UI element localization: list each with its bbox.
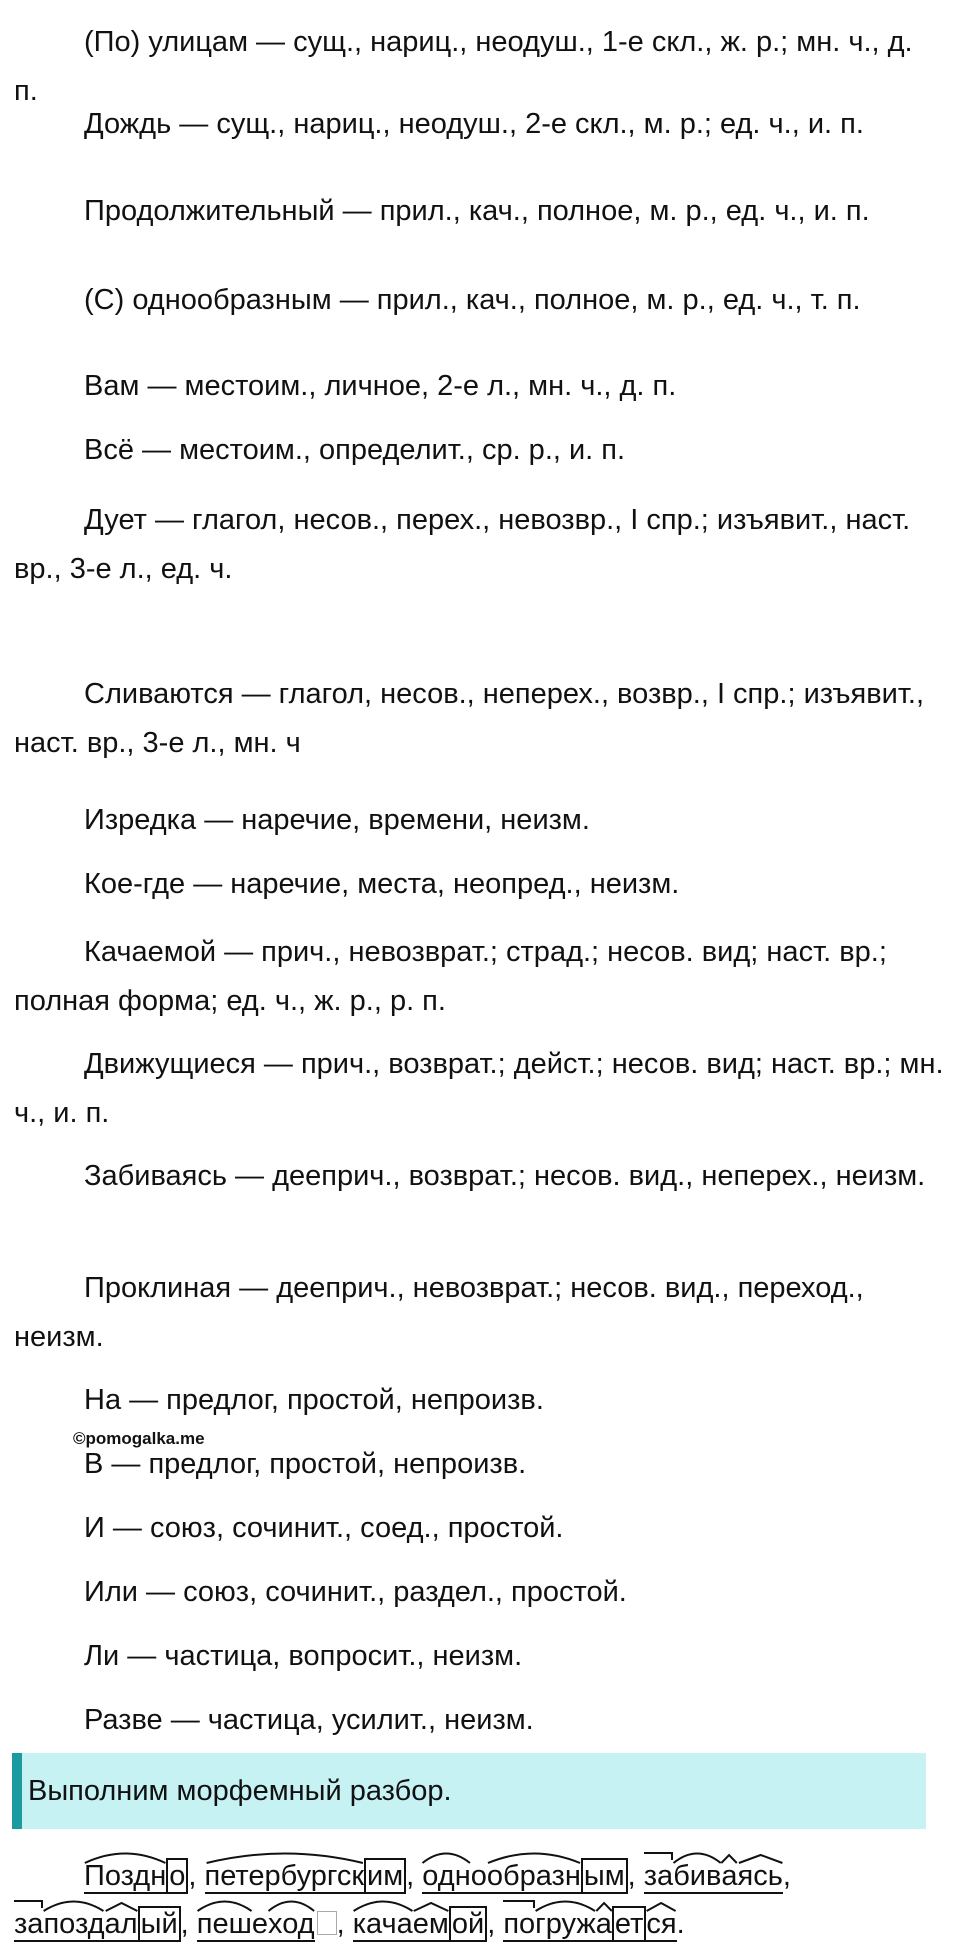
entry-ulicam: (По) улицам — сущ., нариц., неодуш., 1-е скл., ж. р.; мн. ч., д. п.: [14, 26, 913, 107]
postfix-caret-icon: [646, 1902, 676, 1912]
root-arc-icon: [673, 1850, 721, 1864]
root-text: кача: [352, 1908, 413, 1940]
entry-koe-gde: Кое-где — наречие, места, неопред., неизм.: [84, 868, 680, 900]
entry-vam: Вам — местоим., личное, 2-е л., мн. ч., д. п.: [84, 370, 677, 402]
suffix-mark: [413, 1908, 449, 1940]
suffix-mark: [105, 1908, 138, 1940]
postfix-text: ся: [646, 1908, 677, 1940]
root-text: Поздн: [84, 1860, 167, 1892]
word-zabivayas: [644, 1860, 783, 1894]
suffix-text: а: [595, 1908, 612, 1940]
root-arc-icon: [205, 1850, 365, 1864]
root-mark: [487, 1860, 581, 1892]
root-text: груж: [535, 1908, 596, 1940]
root-mark: [535, 1908, 596, 1940]
ending-box: ой: [449, 1906, 487, 1942]
postfix-mark: [646, 1908, 676, 1940]
root-arc-icon: [43, 1898, 104, 1912]
word-peshekhod: [197, 1908, 337, 1940]
entry-na: На — предлог, простой, непроизв.: [84, 1384, 544, 1416]
root-mark: [422, 1860, 470, 1892]
separator: ,: [782, 1860, 791, 1892]
ending-consonant: т: [630, 1908, 644, 1940]
separator: .: [676, 1908, 685, 1940]
separator: ,: [627, 1860, 644, 1892]
root-mark: [268, 1908, 315, 1940]
separator: ,: [487, 1908, 504, 1940]
word-peterburgskim: [205, 1860, 407, 1892]
connecting-vowel: о: [470, 1860, 487, 1892]
entry-dozhd: Дождь — сущ., нариц., неодуш., 2-е скл., м. р.; ед. ч., и. п.: [84, 108, 864, 140]
ending-box: о: [166, 1858, 188, 1894]
suffix-caret-icon: [721, 1854, 737, 1864]
word-kachaemoy: [353, 1908, 487, 1940]
prefix-corner-icon: [644, 1852, 673, 1860]
section-callout: [12, 1753, 926, 1829]
suffix-mark: [596, 1908, 612, 1940]
entry-izredka: Изредка — наречие, времени, неизм.: [84, 804, 590, 836]
entry-ili: Или — союз, сочинит., раздел., простой.: [84, 1576, 627, 1608]
postfix-text: ясь: [737, 1860, 783, 1892]
callout-text: Выполним морфемный разбор.: [28, 1775, 452, 1807]
suffix-caret-icon: [596, 1902, 612, 1912]
separator: ,: [188, 1860, 205, 1892]
word-zapozdaly: [14, 1908, 138, 1942]
root-mark: [205, 1860, 365, 1892]
entry-zabivayas: Забиваясь — дееприч., возврат.; несов. вид., неперех., неизм.: [84, 1160, 926, 1192]
root-mark: [197, 1908, 252, 1940]
morpheme-line-1: [14, 1852, 944, 1901]
word-pogruzhaetsya: [503, 1908, 676, 1940]
root-text: ход: [268, 1908, 315, 1940]
entry-razve: Разве — частица, усилит., неизм.: [84, 1704, 534, 1736]
entry-vsyo: Всё — местоим., определит., ср. р., и. п.: [84, 434, 626, 466]
root-arc-icon: [84, 1850, 166, 1864]
root-arc-icon: [197, 1898, 252, 1912]
ending-box: им: [364, 1858, 406, 1894]
prefix-mark: [503, 1908, 535, 1940]
entry-prodolzhitelny: Продолжительный — прил., кач., полное, м. р., ед. ч., и. п.: [84, 195, 870, 227]
suffix-mark: [721, 1860, 737, 1892]
prefix-corner-icon: [503, 1900, 535, 1908]
entry-proklinaya: Проклиная — дееприч., невозврат.; несов. вид., переход., неизм.: [14, 1272, 864, 1353]
root-mark: [353, 1908, 413, 1940]
callout-accent-bar: [12, 1753, 22, 1829]
suffix-caret-icon: [413, 1902, 449, 1912]
root-arc-icon: [535, 1898, 596, 1912]
prefix-mark: [644, 1860, 673, 1892]
prefix-text: за: [643, 1860, 674, 1892]
root-text: образн: [486, 1860, 581, 1892]
entry-li: Ли — частица, вопросит., неизм.: [84, 1640, 523, 1672]
root-text: петербургск: [204, 1860, 365, 1892]
entry-slivayutsya: Сливаются — глагол, несов., неперех., возвр., I спр.; изъявит., наст. вр., 3-е л., мн. ч: [14, 678, 925, 759]
separator: ,: [180, 1908, 197, 1940]
suffix-text: ем: [412, 1908, 449, 1940]
stem-mark: [353, 1908, 449, 1942]
root-text: бив: [673, 1860, 722, 1892]
root-arc-icon: [268, 1898, 315, 1912]
entry-i: И — союз, сочинит., соед., простой.: [84, 1512, 564, 1544]
word-odnoobraznym: [422, 1860, 627, 1892]
separator: ,: [406, 1860, 423, 1892]
stem-mark: [503, 1908, 612, 1942]
ending-vowel: е: [614, 1908, 631, 1940]
entry-kachaemoy: Качаемой — прич., невозврат.; страд.; несов. вид; наст. вр.; полная форма; ед. ч., ж. р., р. п.: [14, 936, 887, 1017]
watermark: ©pomogalka.me: [73, 1429, 205, 1448]
prefix-text: по: [503, 1908, 536, 1940]
prefix-text: за: [14, 1908, 44, 1940]
entry-v: В — предлог, простой, непроизв.: [84, 1448, 527, 1480]
root-mark: [43, 1908, 104, 1940]
root-arc-icon: [487, 1850, 581, 1864]
connecting-vowel: е: [251, 1908, 269, 1940]
entry-duet: Дует — глагол, несов., перех., невозвр., I спр.; изъявит., наст. вр., 3-е л., ед. ч.: [14, 504, 911, 585]
ending-box: ым: [581, 1858, 628, 1894]
root-text: позд: [43, 1908, 105, 1940]
suffix-text: а: [721, 1860, 738, 1892]
word-pozdno: [84, 1860, 188, 1892]
root-text: одн: [422, 1860, 471, 1892]
prefix-mark: [14, 1908, 43, 1940]
suffix-text: ал: [104, 1908, 138, 1940]
root-arc-icon: [422, 1850, 470, 1864]
suffix-caret-icon: [105, 1902, 138, 1912]
entry-odnoobraznym: (С) однообразным — прил., кач., полное, м. р., ед. ч., т. п.: [84, 284, 861, 316]
root-text: пеш: [196, 1908, 252, 1940]
morpheme-line-2: [14, 1900, 944, 1949]
root-mark: [84, 1860, 166, 1892]
prefix-corner-icon: [14, 1900, 43, 1908]
ending-box: ый: [138, 1906, 181, 1942]
postfix-caret-icon: [738, 1854, 783, 1864]
postfix-mark: [738, 1860, 783, 1892]
root-arc-icon: [353, 1898, 413, 1912]
ending-box: [612, 1906, 646, 1942]
root-mark: [673, 1860, 721, 1892]
separator: ,: [336, 1908, 353, 1940]
zero-ending-box: [317, 1911, 337, 1935]
entry-dvizhushchiesya: Движущиеся — прич., возврат.; дейст.; несов. вид; наст. вр.; мн. ч., и. п.: [14, 1048, 944, 1129]
